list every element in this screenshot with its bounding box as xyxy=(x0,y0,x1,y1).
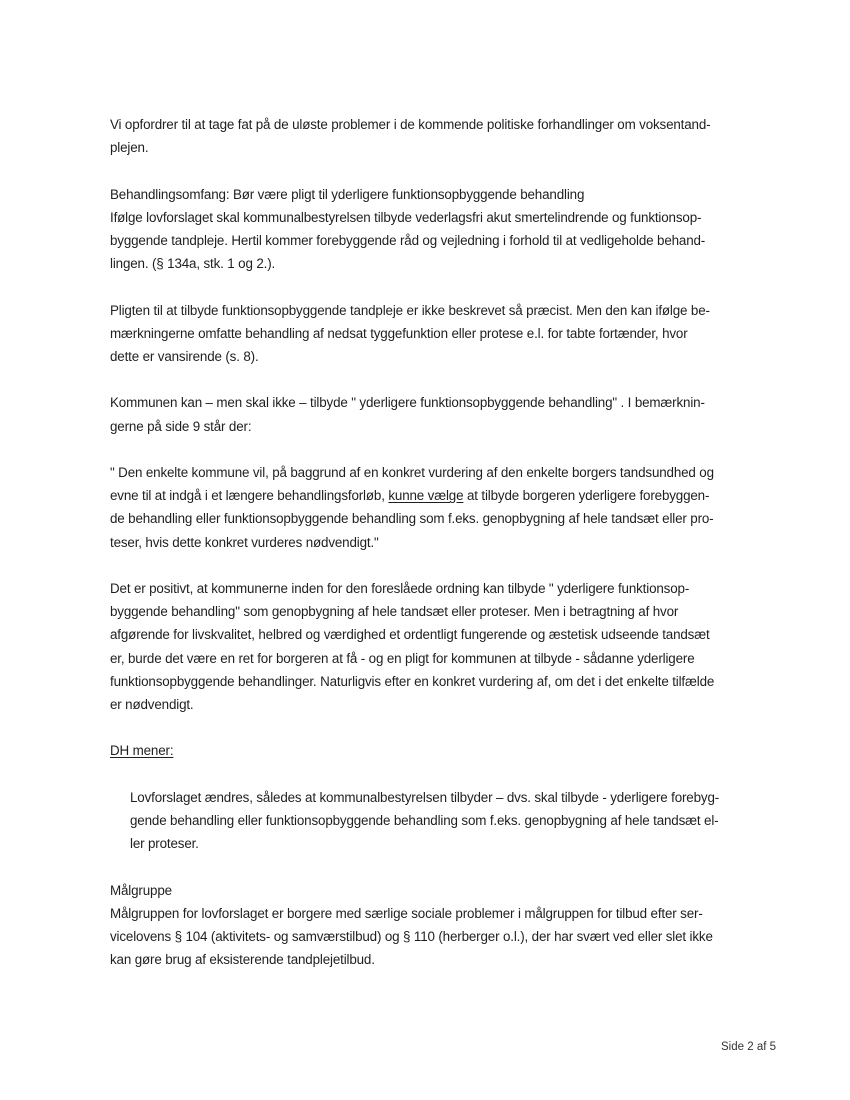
text-line: Pligten til at tilbyde funktionsopbyggende tandpleje er ikke beskrevet så præcist. Men den kan ifølge be- xyxy=(110,302,710,318)
text-line: " Den enkelte kommune vil, på baggrund af en konkret vurdering af den enkelte borgers tandsundhed og xyxy=(110,464,714,480)
paragraph-kommunen-kan xyxy=(110,391,742,437)
text-line: er nødvendigt. xyxy=(110,697,194,712)
section-heading-maalgruppe: Målgruppe xyxy=(110,882,172,898)
paragraph-dh-recommendation xyxy=(110,786,742,856)
underlined-phrase: kunne vælge xyxy=(388,488,464,504)
paragraph-positivt xyxy=(110,577,742,716)
text-line: mærkningerne omfatte behandling af nedsat tyggefunktion eller protese e.l. for tabte fortænder, hvor xyxy=(110,325,688,341)
paragraph-intro xyxy=(110,113,742,159)
text-line: gerne på side 9 står der: xyxy=(110,418,252,434)
section-heading-behandlingsomfang: Behandlingsomfang: Bør være pligt til yderligere funktionsopbyggende behandling xyxy=(110,186,585,202)
text-line: afgørende for livskvalitet, helbred og værdighed et ordentligt fungerende og æstetisk udseende tandsæt xyxy=(110,627,710,643)
paragraph-behandlingsomfang xyxy=(110,183,742,276)
text-line: Det er positivt, at kommunerne inden for den foreslåede ordning kan tilbyde " yderligere funktionsop- xyxy=(110,580,690,596)
text-line: teser, hvis dette konkret vurderes nødvendigt." xyxy=(110,534,379,550)
page-number: Side 2 af 5 xyxy=(721,1041,776,1053)
text-line: byggende behandling" som genopbygning af hele tandsæt eller proteser. Men i betragtning af hvor xyxy=(110,604,679,620)
text-line: evne til at indgå i et længere behandlingsforløb, xyxy=(110,488,389,504)
text-line: Lovforslaget ændres, således at kommunalbestyrelsen tilbyder – dvs. skal tilbyde - yderligere forebyg- xyxy=(130,789,720,805)
text-line: lingen. (§ 134a, stk. 1 og 2.). xyxy=(110,256,276,272)
paragraph-maalgruppe xyxy=(110,879,742,972)
text-line: at tilbyde borgeren yderligere forebyggen- xyxy=(463,488,710,504)
text-line: vicelovens § 104 (aktivitets- og samværstilbud) og § 110 (herberger o.l.), der har svært ved eller slet ikke xyxy=(110,928,713,944)
paragraph-quote xyxy=(110,461,742,554)
text-line: dette er vansirende (s. 8). xyxy=(110,349,259,364)
paragraph-pligten xyxy=(110,299,742,369)
dh-mener-heading xyxy=(110,739,742,762)
text-line: kan gøre brug af eksisterende tandplejetilbud. xyxy=(110,952,375,968)
text-line: Ifølge lovforslaget skal kommunalbestyrelsen tilbyde vederlagsfri akut smertelindrende og funktionsop- xyxy=(110,209,702,225)
text-line: plejen. xyxy=(110,140,149,156)
text-line: ler proteser. xyxy=(130,836,199,852)
text-line: er, burde det være en ret for borgeren at få - og en pligt for kommunen at tilbyde - sådanne yderligere xyxy=(110,650,695,666)
text-line: gende behandling eller funktionsopbyggende behandling som f.eks. genopbygning af hele tandsæt el- xyxy=(130,812,719,828)
text-line: Kommunen kan – men skal ikke – tilbyde " yderligere funktionsopbyggende behandling" . I bemærknin- xyxy=(110,395,705,411)
text-line: de behandling eller funktionsopbyggende behandling som f.eks. genopbygning af hele tandsæt eller pro- xyxy=(110,511,714,527)
text-line: Vi opfordrer til at tage fat på de uløste problemer i de kommende politiske forhandlinger om voksentand- xyxy=(110,117,711,132)
text-line: Målgruppen for lovforslaget er borgere med særlige sociale problemer i målgruppen for tilbud efter ser- xyxy=(110,905,703,921)
dh-mener-label: DH mener: xyxy=(110,743,174,759)
text-line: byggende tandpleje. Hertil kommer forebyggende råd og vejledning i forhold til at vedligeholde behand- xyxy=(110,233,706,248)
document-body xyxy=(110,113,742,971)
text-line: funktionsopbyggende behandlinger. Naturligvis efter en konkret vurdering af, om det i det enkelte tilfælde xyxy=(110,673,715,689)
